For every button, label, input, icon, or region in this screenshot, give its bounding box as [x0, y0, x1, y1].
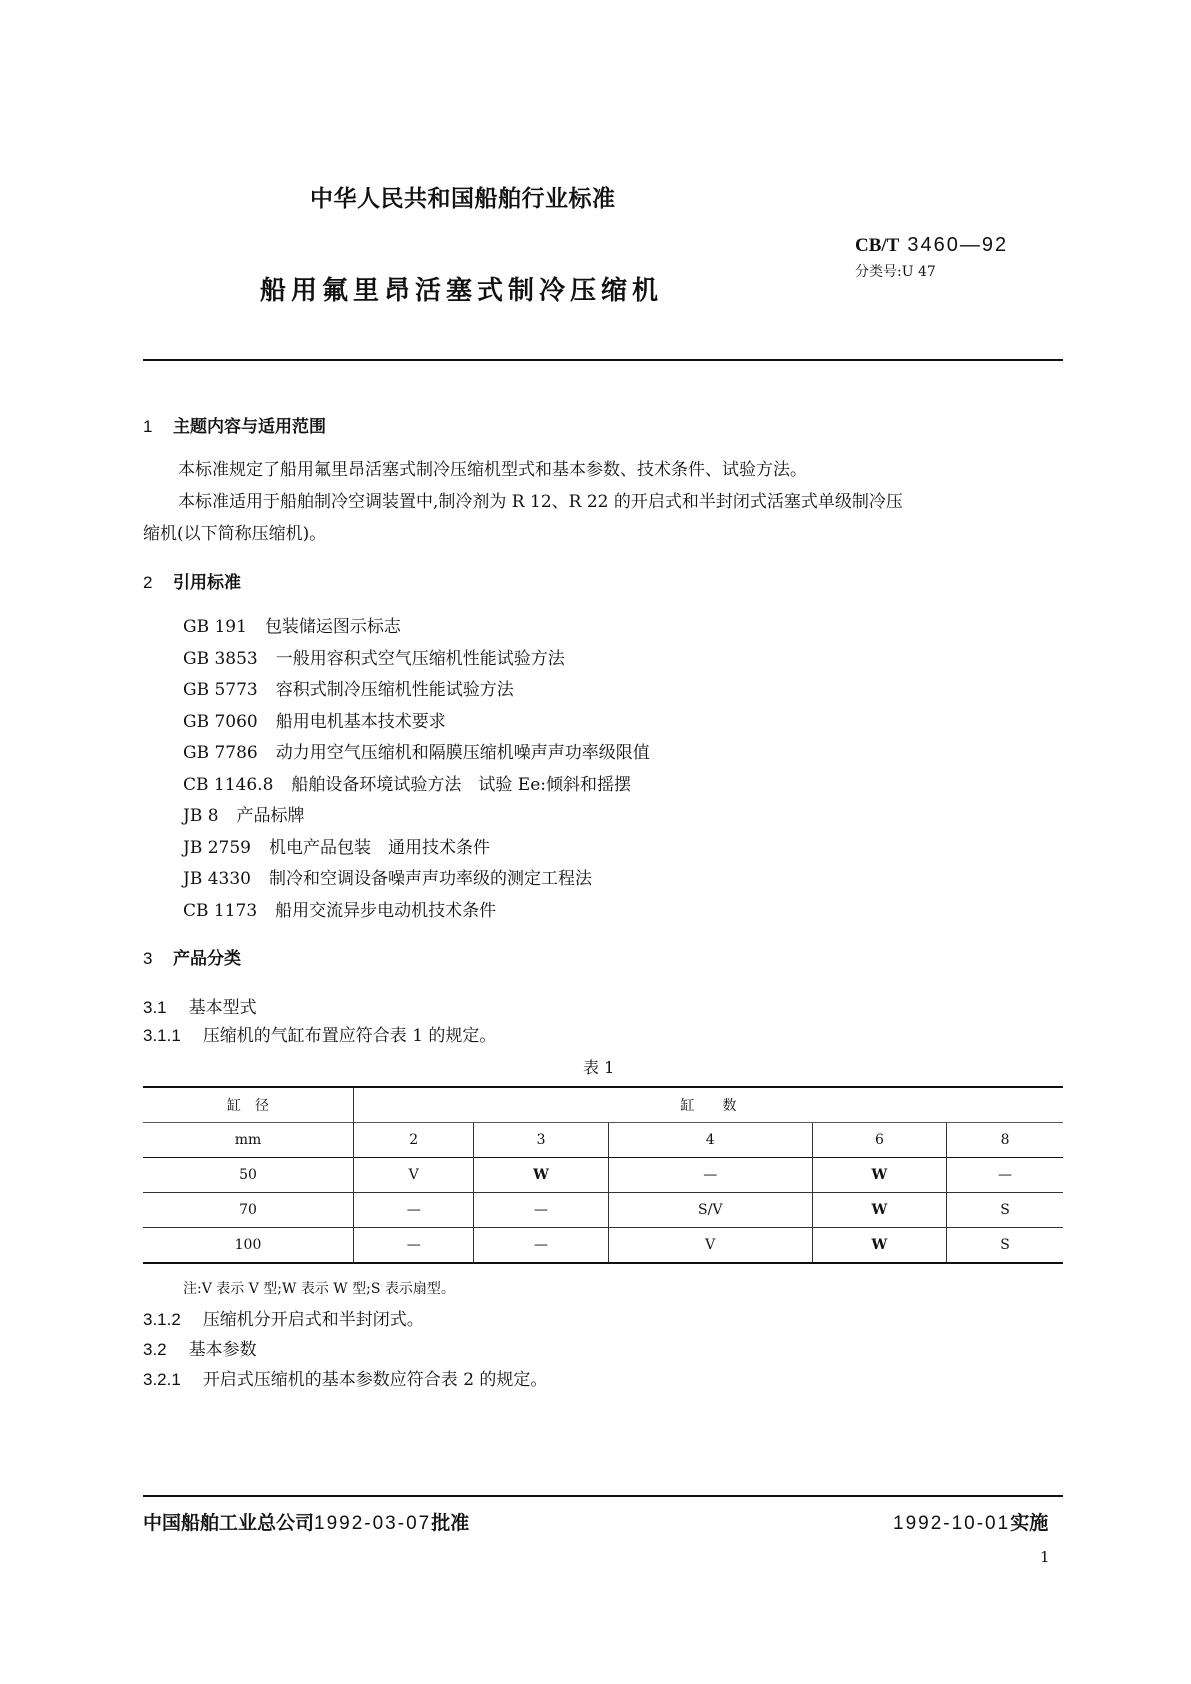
clause-3-1-2: [143, 1305, 424, 1330]
reference-item: [183, 612, 650, 644]
reference-list: [183, 612, 650, 927]
reference-code: GB 191: [183, 617, 247, 637]
subsection-3-2: [143, 1335, 257, 1360]
reference-item: [183, 707, 650, 739]
reference-code: GB 7786: [183, 743, 258, 763]
table-subheader-row: [143, 1123, 1063, 1158]
table-cell: —: [354, 1193, 474, 1228]
subsection-number: 3.1: [143, 998, 167, 1017]
table-cell: W: [812, 1193, 946, 1228]
reference-title: 船用电机基本技术要求: [275, 711, 446, 732]
clause-number: 3.1.2: [143, 1310, 181, 1329]
reference-item: [183, 864, 650, 896]
subsection-title: 基本型式: [188, 998, 257, 1018]
cylinder-count-header: 缸 数: [354, 1087, 1064, 1123]
table-1-note: 注:V 表示 V 型;W 表示 W 型;S 表示扇型。: [183, 1281, 455, 1297]
reference-code: JB 8: [183, 806, 219, 826]
footer-rule: [143, 1495, 1063, 1497]
table-cell: W: [812, 1228, 946, 1264]
effective-line: [893, 1508, 1048, 1535]
table-cell: W: [474, 1158, 608, 1193]
section-2-heading: [143, 568, 241, 593]
section-title: 主题内容与适用范围: [173, 417, 326, 437]
effective-suffix: 实施: [1010, 1512, 1049, 1534]
paragraph: 缩机(以下简称压缩机)。: [143, 524, 327, 544]
reference-code: JB 2759: [183, 837, 251, 858]
paragraph: 本标准适用于船舶制冷空调装置中,制冷剂为 R 12、R 22 的开启式和半封闭式活塞式单级制冷压: [178, 492, 903, 512]
standard-title: 中华人民共和国船舶行业标准: [310, 186, 616, 212]
document-title: 船用氟里昂活塞式制冷压缩机: [260, 276, 664, 306]
reference-code: CB 1173: [183, 900, 258, 921]
table-1: [143, 1086, 1063, 1264]
reference-title: 制冷和空调设备噪声声功率级的测定工程法: [268, 869, 592, 889]
reference-title: 动力用空气压缩机和隔膜压缩机噪声声功率级限值: [275, 743, 650, 763]
approval-suffix: 批准: [431, 1512, 470, 1534]
reference-code: GB 7060: [183, 711, 258, 732]
table-cell: S/V: [608, 1193, 812, 1228]
reference-item: [183, 801, 650, 833]
reference-item: [183, 770, 650, 802]
reference-title: 一般用容积式空气压缩机性能试验方法: [275, 648, 565, 669]
column-header: 2: [354, 1123, 474, 1158]
subsection-3-1: [143, 993, 257, 1018]
header-rule: [143, 359, 1063, 361]
classification-number: 分类号:U 47: [855, 264, 936, 280]
column-header: 4: [608, 1123, 812, 1158]
table-cell: S: [947, 1193, 1063, 1228]
subsection-number: 3.2: [143, 1340, 167, 1359]
standard-code-prefix: CB/T: [855, 235, 900, 256]
reference-title: 容积式制冷压缩机性能试验方法: [275, 680, 514, 700]
clause-text: 开启式压缩机的基本参数应符合表 2 的规定。: [202, 1370, 548, 1390]
table-row: [143, 1158, 1063, 1193]
reference-code: JB 4330: [183, 869, 251, 889]
standard-code: [855, 232, 1008, 257]
section-title: 引用标准: [173, 573, 241, 593]
standard-code-number: 3460—92: [907, 234, 1009, 256]
reference-code: CB 1146.8: [183, 774, 274, 795]
reference-code: GB 5773: [183, 680, 258, 700]
reference-code: GB 3853: [183, 648, 258, 669]
table-cell: V: [608, 1228, 812, 1264]
subsection-title: 基本参数: [188, 1340, 257, 1360]
approval-line: [143, 1508, 469, 1535]
reference-item: [183, 738, 650, 770]
reference-item: [183, 896, 650, 928]
approval-date: 1992-03-07: [314, 1513, 432, 1534]
reference-item: [183, 644, 650, 676]
paragraph: 本标准规定了船用氟里昂活塞式制冷压缩机型式和基本参数、技术条件、试验方法。: [178, 460, 807, 480]
bore-unit: mm: [143, 1123, 354, 1158]
bore-header: 缸 径: [227, 1098, 269, 1114]
approver: 中国船舶工业总公司: [143, 1512, 315, 1534]
table-1-caption: 表 1: [583, 1058, 615, 1077]
section-title: 产品分类: [173, 949, 241, 969]
section-1-heading: [143, 412, 326, 437]
column-header: 6: [812, 1123, 946, 1158]
reference-title: 包装储运图示标志: [264, 617, 401, 637]
table-cell: W: [812, 1158, 946, 1193]
table-cell: —: [947, 1158, 1063, 1193]
table-row: [143, 1228, 1063, 1264]
reference-item: [183, 833, 650, 865]
clause-3-2-1: [143, 1365, 547, 1390]
clause-text: 压缩机分开启式和半封闭式。: [202, 1310, 424, 1330]
section-number: 3: [143, 949, 153, 968]
table-cell: —: [354, 1228, 474, 1264]
reference-item: [183, 675, 650, 707]
bore-value: 100: [143, 1228, 354, 1264]
page-number: 1: [1040, 1548, 1050, 1566]
section-number: 2: [143, 573, 153, 592]
table-cell: —: [474, 1193, 608, 1228]
bore-value: 70: [143, 1193, 354, 1228]
clause-number: 3.1.1: [143, 1026, 181, 1045]
effective-date: 1992-10-01: [893, 1513, 1011, 1534]
table-cell: —: [608, 1158, 812, 1193]
table-cell: V: [354, 1158, 474, 1193]
table-header-row: [143, 1087, 1063, 1123]
reference-title: 机电产品包装 通用技术条件: [268, 837, 490, 858]
column-header: 3: [474, 1123, 608, 1158]
table-cell: —: [474, 1228, 608, 1264]
table-cell: S: [947, 1228, 1063, 1264]
section-number: 1: [143, 417, 153, 436]
clause-number: 3.2.1: [143, 1370, 181, 1389]
reference-title: 船用交流异步电动机技术条件: [275, 900, 497, 921]
reference-title: 产品标牌: [236, 806, 305, 826]
table-row: [143, 1193, 1063, 1228]
bore-value: 50: [143, 1158, 354, 1193]
column-header: 8: [947, 1123, 1063, 1158]
section-3-heading: [143, 944, 241, 969]
clause-text: 压缩机的气缸布置应符合表 1 的规定。: [202, 1026, 497, 1046]
clause-3-1-1: [143, 1021, 496, 1046]
reference-title: 船舶设备环境试验方法 试验 Ee:倾斜和摇摆: [291, 774, 631, 795]
